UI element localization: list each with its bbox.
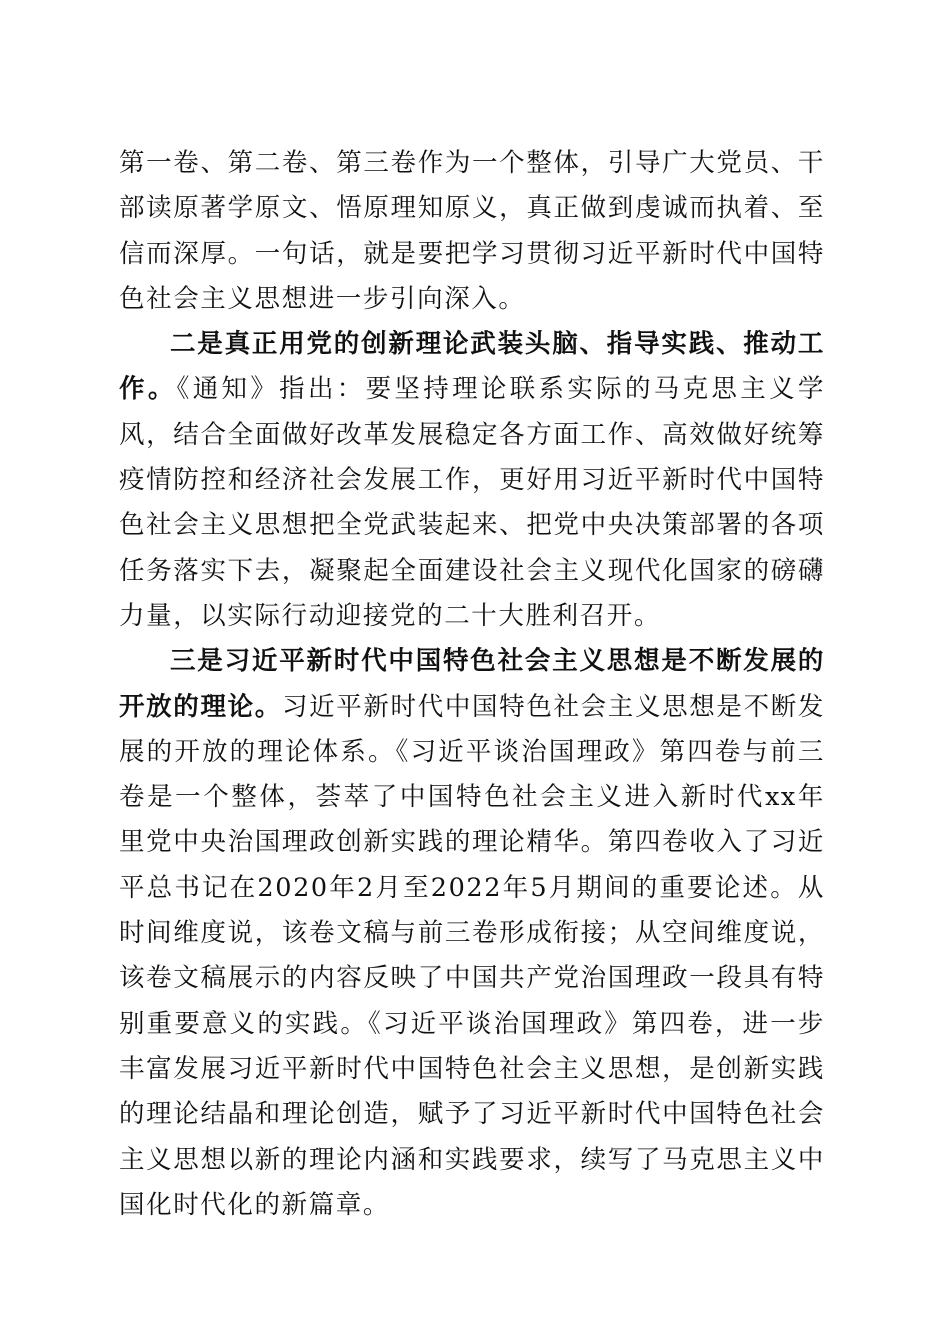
paragraph-point-two [119, 322, 825, 639]
paragraph-point-three [119, 639, 825, 1228]
paragraph-2-text: 《通知》指出：要坚持理论联系实际的马克思主义学风，结合全面做好改革发展稳定各方面工作、高效做好统筹疫情防控和经济社会发展工作，更好用习近平新时代中国特色社会主义思想把全党武装起来、把党中央决策部署的各项任务落实下去，凝聚起全面建设社会主义现代化国家的磅礴力量，以实际行动迎接党的二十大胜利召开。 [119, 374, 825, 631]
paragraph-3-text: 习近平新时代中国特色社会主义思想是不断发展的开放的理论体系。《习近平谈治国理政》第四卷与前三卷是一个整体，荟萃了中国特色社会主义进入新时代xx年里党中央治国理政创新实践的理论精华。第四卷收入了习近平总书记在2020年2月至2022年5月期间的重要论述。从时间维度说，该卷文稿与前三卷形成衔接；从空间维度说，该卷文稿展示的内容反映了中国共产党治国理政一段具有特别重要意义的实践。《习近平谈治国理政》第四卷，进一步丰富发展习近平新时代中国特色社会主义思想，是创新实践的理论结晶和理论创造，赋予了习近平新时代中国特色社会主义思想以新的理论内涵和实践要求，续写了马克思主义中国化时代化的新篇章。 [119, 691, 825, 1220]
paragraph-1-text: 第一卷、第二卷、第三卷作为一个整体，引导广大党员、干部读原著学原文、悟原理知原义，真正做到虔诚而执着、至信而深厚。一句话，就是要把学习贯彻习近平新时代中国特色社会主义思想进一步引向深入。 [119, 148, 825, 314]
paragraph-continuation [119, 141, 825, 322]
document-body [119, 141, 825, 1228]
paragraph-3-heading: 三是习近平新时代中国特色社会主义思想是不断发展的开放的理论。 [119, 646, 825, 722]
paragraph-2-heading: 二是真正用党的创新理论武装头脑、指导实践、推动工作。 [119, 329, 825, 405]
